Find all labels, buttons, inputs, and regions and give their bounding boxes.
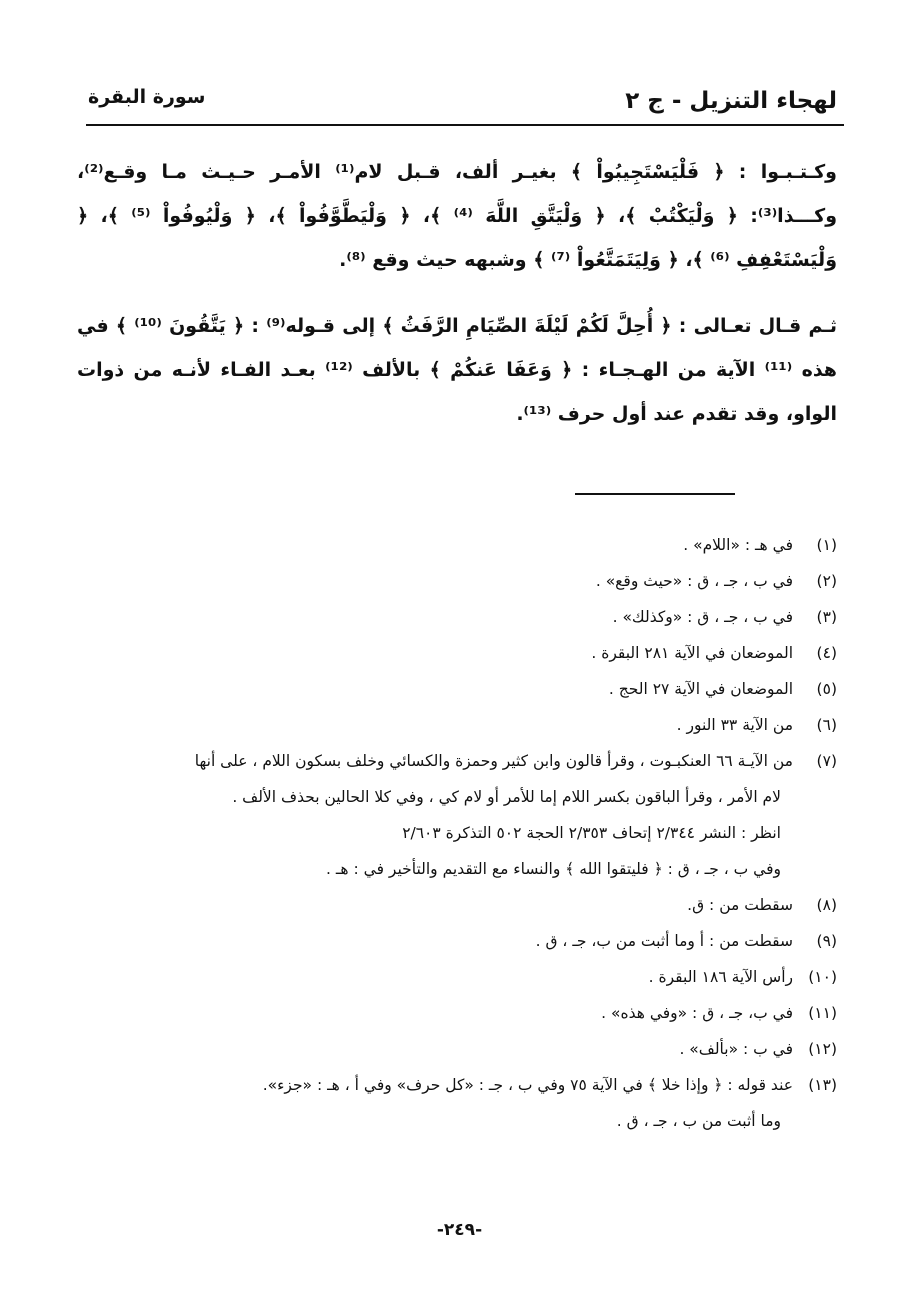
footnote-number: (٢): [816, 572, 837, 590]
footnote-text: من الآية ٣٣ النور .: [676, 716, 793, 734]
footnote-number: (٥): [816, 680, 837, 698]
footnote-number: (١١): [808, 1004, 837, 1022]
footnote-text: سقطت من : أ وما أثبت من ب، جـ ، ق .: [535, 932, 793, 950]
footnote-text: في ب ، جـ ، ق : «حيث وقع» .: [595, 572, 793, 590]
footnote-text: الموضعان في الآية ٢٨١ البقرة .: [591, 644, 793, 662]
footnote-text: في هـ : «اللام» .: [683, 536, 793, 554]
page-number: -٢٤٩-: [436, 1220, 483, 1240]
footnote-text: رأس الآية ١٨٦ البقرة .: [648, 968, 793, 986]
footnote-number: (١): [816, 536, 837, 554]
footnote-number: (٦): [816, 716, 837, 734]
book-title: لهجاء التنزيل - ج ٢: [625, 88, 837, 114]
footnote-text: الموضعان في الآية ٢٧ الحج .: [608, 680, 793, 698]
footnote-item: [77, 959, 837, 995]
footnote-text: سقطت من : ق.: [687, 896, 793, 914]
footnote-text: في ب ، جـ ، ق : «وكذلك» .: [612, 608, 793, 626]
footnote-text: عند قوله : ﴿ وإذا خلا ﴾ في الآية ٧٥ وفي ب ، جـ : «كل حرف» وفي أ ، هـ : «جزء».: [262, 1076, 793, 1094]
footnote-number: (١٠): [808, 968, 837, 986]
footnote-item: [77, 707, 837, 743]
footnote-number: (٤): [816, 644, 837, 662]
footnote-item: [77, 995, 837, 1031]
footnote-text: وفي ب ، جـ ، ق : ﴿ فليتقوا الله ﴾ والنساء مع التقديم والتأخير في : هـ .: [326, 860, 781, 878]
footnote-separator: [575, 493, 735, 495]
footnote-text: وما أثبت من ب ، جـ ، ق .: [616, 1112, 781, 1130]
header-divider: [86, 124, 844, 126]
footnote-number: (١٢): [808, 1040, 837, 1058]
footnote-item: [77, 743, 837, 887]
footnote-text: من الآيـة ٦٦ العنكبـوت ، وقرأ قالون وابن كثير وحمزة والكسائي وخلف بسكون اللام ، على أنها: [194, 752, 793, 770]
footnote-item: [77, 923, 837, 959]
footnote-text: في ب : «بألف» .: [679, 1040, 793, 1058]
footnote-number: (٣): [816, 608, 837, 626]
footnotes-list: [77, 527, 837, 1139]
surah-title: سورة البقرة: [88, 86, 206, 108]
footnote-number: (٧): [816, 752, 837, 770]
footnote-number: (١٣): [808, 1076, 837, 1094]
footnote-text: لام الأمر ، وقرأ الباقون بكسر اللام إما للأمر أو لام كي ، وفي كلا الحالين بحذف الألف .: [232, 788, 781, 806]
main-paragraph-2: ثـم قـال تعـالى : ﴿ أُحِلَّ لَكُمْ لَيْلَةَ الصِّيَامِ الرَّفَثُ ﴾ إلى قـوله⁽⁹⁾ : ﴿ يَتَّقُونَ ⁽¹⁰⁾ ﴾ في هذه ⁽¹¹⁾ الآية من الهـجـاء : ﴿ وَعَفَا عَنكُمْ ﴾ بالألف ⁽¹²⁾ بعـد الفـاء لأنـه من ذوات الواو، وقد تقدم عند أول حرف ⁽¹³⁾.: [77, 315, 838, 425]
footnote-text: انظر : النشر ٢/٣٤٤ إتحاف ٢/٣٥٣ الحجة ٥٠٢ التذكرة ٢/٦٠٣: [402, 824, 781, 842]
footnote-item: [77, 599, 837, 635]
footnote-number: (٨): [816, 896, 837, 914]
footnote-item: [77, 671, 837, 707]
footnote-item: [77, 635, 837, 671]
footnote-item: [77, 1031, 837, 1067]
footnote-item: [77, 887, 837, 923]
footnote-item: [77, 1067, 837, 1139]
main-paragraph-1: وكـتـبـوا : ﴿ فَلْيَسْتَجِيبُواْ ﴾ بغيـر ألف، قـبل لام⁽¹⁾ الأمـر حـيـث مـا وقـع⁽²⁾، وكـــذا⁽³⁾: ﴿ وَلْيَكْتُبْ ﴾، ﴿ وَلْيَتَّقِ اللَّهَ ⁽⁴⁾ ﴾، ﴿ وَلْيَطَّوَّفُواْ ﴾، ﴿ وَلْيُوفُواْ ⁽⁵⁾ ﴾، ﴿ وَلْيَسْتَعْفِفِ ⁽⁶⁾ ﴾، ﴿ وَلِيَتَمَتَّعُواْ ⁽⁷⁾ ﴾ وشبهه حيث وقع ⁽⁸⁾.: [77, 161, 838, 271]
footnote-number: (٩): [816, 932, 837, 950]
footnote-item: [77, 527, 837, 563]
footnote-text: في ب، جـ ، ق : «وفي هذه» .: [601, 1004, 793, 1022]
footnote-item: [77, 563, 837, 599]
